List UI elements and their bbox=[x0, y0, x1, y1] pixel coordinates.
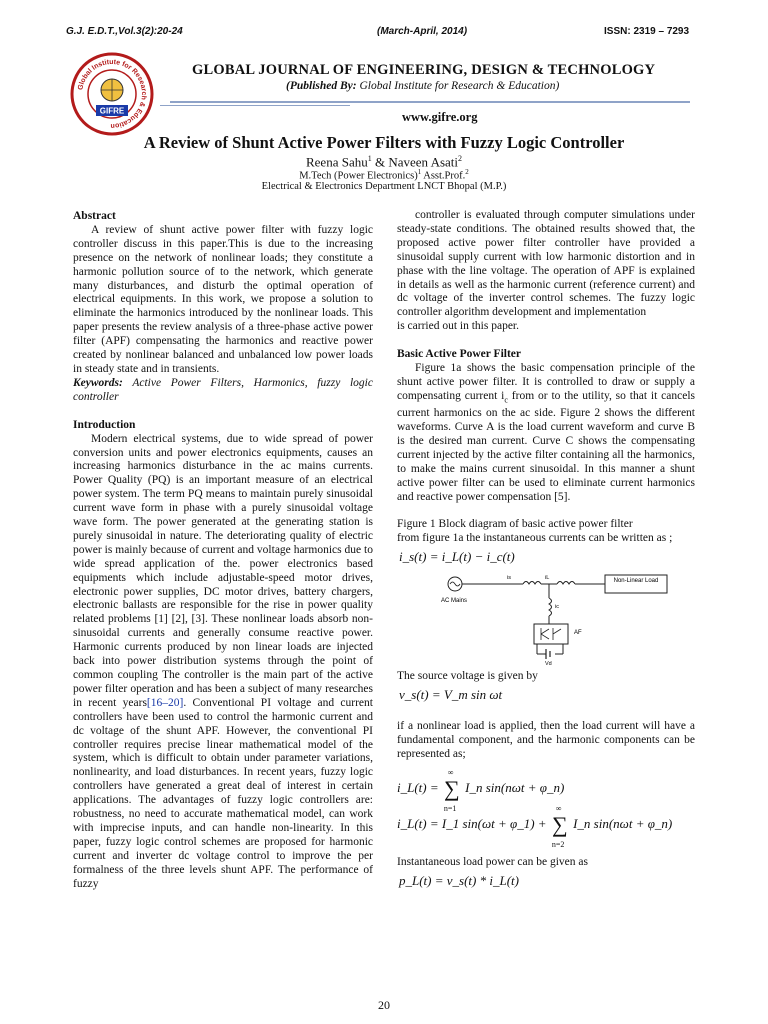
paper-title: A Review of Shunt Active Power Filters with Fuzzy Logic Controller bbox=[143, 133, 625, 152]
equation-load-power: p_L(t) = v_s(t) * i_L(t) bbox=[399, 872, 519, 888]
continuation-text-end: is carried out in this paper. bbox=[397, 320, 519, 333]
keywords bbox=[73, 377, 373, 405]
keywords-label: Keywords: bbox=[73, 376, 123, 389]
power-text: Instantaneous load power can be given as bbox=[397, 855, 588, 868]
abstract-text: A review of shunt active power filter with fuzzy logic controller discuss in this paper.This is due to the increasing presence on the network of nonlinear loads; they constitute a harmonic pollution source of to the network, which generate many disturbances, and disturb the optimal operation of electrical equipments. In this work, we propose a solution to eliminate the harmonics introduced by the nonlinear loads. This paper presents the review analysis of a three-phase active power filter (APF) compensating the harmonics and reactive power created by nonlinear balanced and unbalanced low power loads in steady state and in transients. bbox=[73, 223, 373, 375]
abstract-heading: Abstract bbox=[73, 210, 116, 222]
diagram-ac-mains-label: AC Mains bbox=[441, 598, 468, 605]
keywords-list: Active Power Filters, Harmonics, fuzzy logic controller bbox=[73, 376, 373, 403]
author-separator: & bbox=[371, 154, 389, 170]
published-by bbox=[286, 80, 559, 92]
diagram-load-label: Non-Linear Load bbox=[613, 578, 659, 585]
page-number: 20 bbox=[378, 998, 390, 1012]
diagram-ic-label: ic bbox=[555, 604, 559, 611]
continuation-text: controller is evaluated through computer simulations under steady-state conditions. The obtained results showed that, the proposed active power filter controller have provided a sinusoidal supply current with low harmonic distortion and in phase with the line voltage. The operation of APF is explained in details as well as the harmonic current (reference current) and dc voltage of the inverter control schemes. The fuzzy logic controller algorithm development and implementation bbox=[397, 209, 695, 319]
intro-text-b: . Conventional PI voltage and current controllers have been used to control the harmonic current and dc voltage of the shunt APF. However, the conventional PI controller requires precise linear mathematical model of the system, which is difficult to obtain under parameter variations, nonlinearity, and load disturbances. In recent years, fuzzy logic controllers have generated a great deal of interest in certain applications. The advantages of fuzzy logic controllers are: robustness, no need to accurate mathematical model, can work with imprecise inputs, and can handle non-linearity. In this paper, fuzzy logic control schemes are proposed for harmonic current and inverter dc voltage control to improve the per formalness of the three levels shunt APF. The performance of fuzzy bbox=[73, 696, 373, 890]
equation-load-current-1: i_L(t) = ∞ ∑ n=1 I_n sin(nωt + φ_n) bbox=[397, 767, 565, 813]
equation-load-current-2: i_L(t) = I_1 sin(ωt + φ_1) + ∞ ∑ n=2 I_n sin(nωt + φ_n) bbox=[397, 803, 673, 849]
affil-2: Asst.Prof. bbox=[421, 170, 466, 182]
journal-name: GLOBAL JOURNAL OF ENGINEERING, DESIGN & TECHNOLOGY bbox=[192, 62, 656, 78]
equation-source-voltage: v_s(t) = V_m sin ωt bbox=[399, 687, 503, 703]
department: Electrical & Electronics Department LNCT Bhopal (M.P.) bbox=[261, 181, 507, 192]
affil-1: M.Tech (Power Electronics) bbox=[299, 170, 418, 182]
masthead-rule bbox=[170, 101, 690, 103]
author-2: Naveen Asati bbox=[388, 154, 459, 170]
affil-2-sup: 2 bbox=[465, 168, 469, 176]
diagram-af-label: AF bbox=[574, 630, 582, 637]
author-2-sup: 2 bbox=[458, 154, 463, 163]
figure-caption: Figure 1 Block diagram of basic active power filter bbox=[397, 518, 633, 531]
journal-website[interactable]: www.gifre.org bbox=[402, 110, 478, 124]
diagram-il-label: iL bbox=[545, 575, 550, 582]
affiliations bbox=[0, 168, 768, 182]
figure-ref-text: from figure 1a the instantaneous currents can be written as ; bbox=[397, 532, 673, 545]
introduction-heading: Introduction bbox=[73, 418, 136, 431]
header-issn: ISSN: 2319 – 7293 bbox=[604, 26, 690, 37]
logo-ring-text: Global Institute for Research & Education bbox=[77, 58, 148, 130]
author-1: Reena Sahu bbox=[305, 154, 368, 170]
intro-text-a: Modern electrical systems, due to wide spread of power conversion units and power electronics equipments, causes an increasing harmonics disturbance in the ac mains currents. Power Quality (PQ) is an important measure of an electrical power system. The term PQ means to maintain purely sinusoidal current wave form in phase with a purely sinusoidal voltage wave form. The power generated at the generating station is purely sinusoidal in nature. The deteriorating quality of electric power is mainly because of current and voltage harmonics due to wide spread application of the. power electronics based equipments which include adjustable-speed motor drives, electronic power supplies, DC motor drives, battery chargers, electronic ballasts are responsible for the rise in power quality related problems [1] [2], [3]. These nonlinear loads absorb non-sinusoidal currents and generally consume reactive power. Harmonic currents produced by non linear loads are injected back into power distribution systems through the point of common coupling The controller is the main part of the active power filter operation and has been a subject of many researches in recent years bbox=[73, 432, 373, 709]
published-label: (Published By: bbox=[286, 80, 357, 92]
diagram-vd-label: Vd bbox=[545, 661, 552, 667]
header-date: (March-April, 2014) bbox=[377, 26, 468, 37]
published-org: Global Institute for Research & Education) bbox=[359, 80, 560, 92]
author-1-sup: 1 bbox=[367, 154, 372, 163]
load-current-text: if a nonlinear load is applied, then the load current will have a fundamental component, and the harmonic components can be represented as; bbox=[397, 719, 695, 760]
header-citation: G.J. E.D.T.,Vol.3(2):20-24 bbox=[66, 26, 183, 37]
basic-apf-text: Figure 1a shows the basic compensation principle of the shunt active power filter. It is controlled to draw or supply a compensating current $i_c$ from or to the utility, so that it cancels current harmonics on the ac side. Figure 2 shows the different waveforms. Curve A is the load current waveform and curve B is the desired man current. Curve C shows the compensating current injected by the active filter containing all the harmonics, to make the mains current sinusoidal. In this manner a shunt active power filter can be used to eliminate current harmonics and reactive power compensation [5]. bbox=[397, 362, 695, 503]
sigma-symbol: ∑ bbox=[551, 811, 568, 837]
source-voltage-text: The source voltage is given by bbox=[397, 670, 538, 683]
sigma-symbol: ∑ bbox=[444, 775, 460, 801]
apf-block-diagram bbox=[437, 570, 677, 666]
affil-1-sup: 1 bbox=[417, 168, 422, 176]
equation-currents: i_s(t) = i_L(t) − i_c(t) bbox=[399, 549, 515, 565]
diagram-is-label: is bbox=[507, 575, 511, 582]
gifre-logo bbox=[70, 52, 154, 136]
introduction-text bbox=[73, 433, 373, 892]
left-column bbox=[73, 210, 373, 892]
citation-link[interactable]: [16–20] bbox=[146, 696, 184, 709]
logo-center-text: GIFRE bbox=[99, 106, 125, 116]
masthead-rule-short bbox=[160, 105, 350, 106]
right-column bbox=[397, 209, 695, 891]
basic-apf-heading: Basic Active Power Filter bbox=[397, 348, 522, 361]
